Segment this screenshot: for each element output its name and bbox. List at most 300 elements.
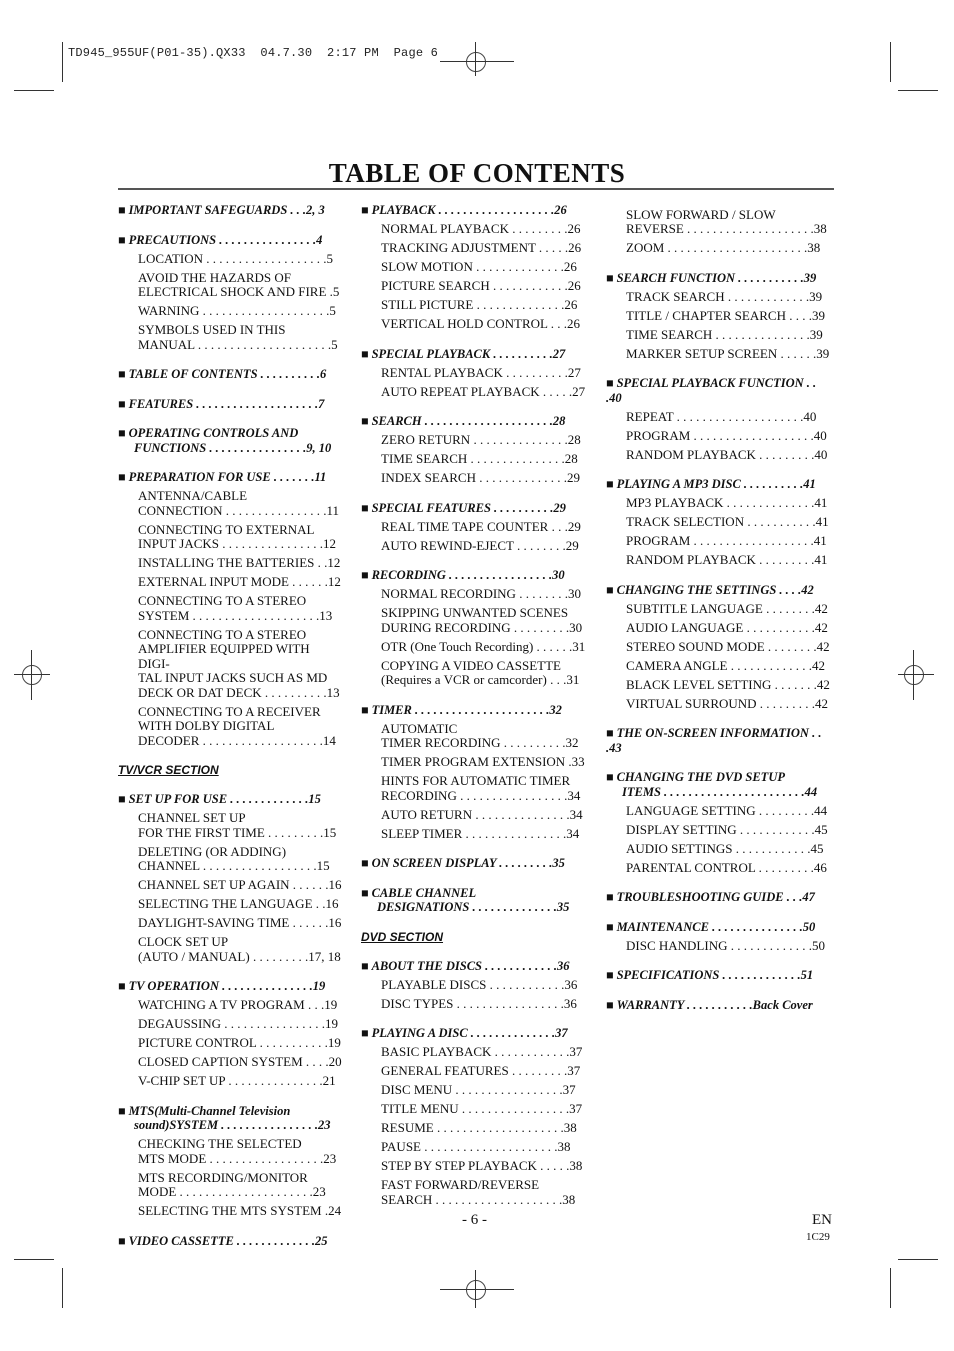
toc-item-line: TIMER RECORDING . . . . . . . . . .32 — [381, 735, 579, 750]
toc-item — [606, 290, 834, 305]
toc-section-line: CHANGING THE SETTINGS . . . .42 — [616, 582, 814, 597]
toc-item-line: AUTO REPEAT PLAYBACK . . . . .27 — [381, 383, 586, 399]
square-bullet-icon: ■ — [606, 582, 614, 597]
toc-item — [118, 916, 343, 931]
crop-mark-bottom-right-v — [890, 1268, 891, 1308]
toc-section-line: PLAYBACK . . . . . . . . . . . . . . . . . . .26 — [371, 203, 567, 217]
toc-item-line: DISC TYPES . . . . . . . . . . . . . . . . .36 — [381, 995, 577, 1011]
toc-item-line: RECORDING . . . . . . . . . . . . . . . . .34 — [381, 787, 581, 803]
toc-item-line: PROGRAM . . . . . . . . . . . . . . . . . . .40 — [626, 427, 827, 443]
toc-item — [118, 878, 343, 893]
toc-item-line: PICTURE SEARCH . . . . . . . . . . . .26 — [381, 278, 581, 293]
square-bullet-icon: ■ — [118, 232, 126, 247]
toc-section — [606, 890, 834, 905]
toc-item-line: ELECTRICAL SHOCK AND FIRE .5 — [138, 284, 340, 299]
toc-item — [606, 496, 834, 511]
toc-item-line: CLOCK SET UP — [138, 934, 229, 949]
toc-item — [361, 1064, 589, 1079]
toc-item-line: TITLE / CHAPTER SEARCH . . . .39 — [626, 307, 825, 323]
square-bullet-icon: ■ — [361, 702, 369, 717]
crop-mark-top-right-h — [898, 90, 938, 91]
toc-item-line: AMPLIFIER EQUIPPED WITH DIGI- — [138, 641, 310, 671]
toc-item-line: (AUTO / MANUAL) . . . . . . . . .17, 18 — [138, 948, 341, 964]
toc-item — [606, 553, 834, 568]
registration-mark-bottom — [466, 1280, 486, 1300]
toc-section — [361, 203, 589, 218]
square-bullet-icon: ■ — [118, 203, 126, 217]
toc-section-line: SEARCH . . . . . . . . . . . . . . . . . . . . .28 — [371, 414, 566, 428]
toc-section-line: SPECIAL PLAYBACK FUNCTION . . .40 — [606, 376, 817, 405]
square-bullet-icon: ■ — [361, 1026, 369, 1040]
toc-item-line: MARKER SETUP SCREEN . . . . . .39 — [626, 345, 830, 361]
toc-item-line: MANUAL . . . . . . . . . . . . . . . . . . . . .5 — [138, 336, 338, 352]
toc-section-line: SPECIFICATIONS . . . . . . . . . . . . .51 — [616, 968, 814, 982]
toc-item-line: WATCHING A TV PROGRAM . . .19 — [138, 997, 338, 1012]
toc-item-line: GENERAL FEATURES . . . . . . . . .37 — [381, 1063, 581, 1078]
toc-section-line: IMPORTANT SAFEGUARDS . . .2, 3 — [128, 203, 325, 217]
toc-item — [361, 1083, 589, 1098]
toc-section-line: FUNCTIONS . . . . . . . . . . . . . . . .9, 10 — [134, 440, 332, 455]
print-slug: TD945_955UF(P01-35).QX33 04.7.30 2:17 PM Page 6 — [68, 46, 439, 60]
toc-item-line: PAUSE . . . . . . . . . . . . . . . . . . . . .38 — [381, 1139, 571, 1154]
toc-section — [118, 426, 343, 455]
square-bullet-icon: ■ — [361, 346, 369, 361]
toc-item — [606, 347, 834, 362]
toc-item — [361, 260, 589, 275]
toc-section — [118, 367, 343, 382]
toc-section — [118, 1234, 343, 1249]
toc-column-2 — [361, 203, 589, 1207]
toc-item-line: SEARCH . . . . . . . . . . . . . . . . . . . .38 — [381, 1191, 576, 1207]
toc-item-line: STEP BY STEP PLAYBACK . . . . .38 — [381, 1158, 583, 1173]
square-bullet-icon: ■ — [606, 726, 614, 740]
square-bullet-icon: ■ — [606, 376, 614, 390]
toc-item — [361, 997, 589, 1012]
toc-item-line: REPEAT . . . . . . . . . . . . . . . . . . . .40 — [626, 408, 817, 424]
toc-item — [361, 452, 589, 467]
square-bullet-icon: ■ — [606, 968, 614, 982]
toc-item — [606, 602, 834, 617]
toc-item — [361, 520, 589, 535]
toc-item-line: AUTO RETURN . . . . . . . . . . . . . . .34 — [381, 806, 583, 822]
square-bullet-icon: ■ — [118, 1103, 126, 1118]
square-bullet-icon: ■ — [118, 1233, 126, 1248]
toc-section-line: SPECIAL PLAYBACK . . . . . . . . . .27 — [371, 346, 566, 361]
toc-section-line: TV OPERATION . . . . . . . . . . . . . . .19 — [128, 979, 326, 993]
toc-item-line: TRACK SELECTION . . . . . . . . . . .41 — [626, 514, 829, 529]
toc-item — [361, 606, 589, 635]
page-title: TABLE OF CONTENTS — [328, 158, 626, 188]
toc-item — [118, 594, 343, 623]
toc-section-line: ON SCREEN DISPLAY . . . . . . . . .35 — [371, 856, 565, 870]
toc-item-line: RENTAL PLAYBACK . . . . . . . . . .27 — [381, 364, 581, 380]
toc-item-line: RANDOM PLAYBACK . . . . . . . . .40 — [626, 446, 828, 462]
toc-item-line: TRACKING ADJUSTMENT . . . . .26 — [381, 240, 582, 255]
language-code: EN — [812, 1212, 832, 1228]
toc-item-line: CONNECTING TO EXTERNAL — [138, 521, 315, 537]
toc-item — [606, 640, 834, 655]
toc-item-line: SLOW MOTION . . . . . . . . . . . . . .26 — [381, 259, 577, 274]
crop-mark-top-left-h — [14, 90, 54, 91]
toc-item — [606, 328, 834, 343]
toc-item — [606, 621, 834, 636]
toc-item-line: MODE . . . . . . . . . . . . . . . . . . . . .23 — [138, 1184, 326, 1199]
registration-mark-bottom-h — [440, 1289, 514, 1290]
toc-item — [118, 304, 343, 319]
toc-item — [118, 271, 343, 300]
toc-item — [606, 697, 834, 712]
toc-item — [118, 1137, 343, 1166]
toc-item — [118, 1074, 343, 1089]
toc-item-line: SYSTEM . . . . . . . . . . . . . . . . . . . .13 — [138, 607, 333, 623]
toc-item-line: BASIC PLAYBACK . . . . . . . . . . . .37 — [381, 1044, 583, 1059]
toc-item-line: AUTO REWIND-EJECT . . . . . . . .29 — [381, 537, 579, 553]
square-bullet-icon: ■ — [118, 792, 126, 806]
toc-section — [118, 792, 343, 807]
toc-section-line: THE ON-SCREEN INFORMATION . . .43 — [606, 726, 822, 755]
toc-item-line: DISPLAY SETTING . . . . . . . . . . . .45 — [626, 821, 828, 837]
toc-item-line: LOCATION . . . . . . . . . . . . . . . . . . .5 — [138, 250, 333, 266]
toc-section — [361, 703, 589, 718]
toc-item — [361, 1159, 589, 1174]
toc-item-line: AVOID THE HAZARDS OF — [138, 269, 292, 285]
toc-section — [361, 501, 589, 516]
toc-item-line: CONNECTING TO A STEREO — [138, 626, 307, 642]
toc-item — [606, 842, 834, 857]
toc-item — [361, 366, 589, 381]
toc-item-line: AUDIO SETTINGS . . . . . . . . . . . .45 — [626, 840, 824, 856]
toc-item — [606, 208, 834, 237]
square-bullet-icon: ■ — [361, 958, 369, 973]
toc-column-3 — [606, 203, 834, 1012]
toc-item — [606, 309, 834, 324]
toc-item-line: INSTALLING THE BATTERIES . .12 — [138, 555, 341, 570]
toc-item-line: SLOW FORWARD / SLOW — [626, 206, 776, 222]
registration-mark-top — [466, 52, 486, 72]
toc-section-line: WARRANTY . . . . . . . . . . .Back Cover — [616, 997, 813, 1012]
toc-item-line: DAYLIGHT-SAVING TIME . . . . . .16 — [138, 915, 342, 930]
toc-section — [606, 920, 834, 935]
toc-item-line: NORMAL RECORDING . . . . . . . .30 — [381, 586, 581, 601]
toc-item-line: (Requires a VCR or camcorder) . . .31 — [381, 672, 580, 687]
crop-mark-bottom-left-v — [62, 1268, 63, 1308]
crop-mark-top-right-v — [890, 42, 891, 82]
toc-item-line: CONNECTION . . . . . . . . . . . . . . . .11 — [138, 502, 340, 518]
toc-item — [606, 410, 834, 425]
toc-item — [606, 861, 834, 876]
toc-section-line: ABOUT THE DISCS . . . . . . . . . . . .36 — [371, 958, 570, 973]
toc-section — [118, 470, 343, 485]
toc-section — [606, 770, 834, 799]
toc-item-line: STEREO SOUND MODE . . . . . . . .42 — [626, 638, 830, 654]
toc-item-line: VIRTUAL SURROUND . . . . . . . . .42 — [626, 695, 829, 711]
square-bullet-icon: ■ — [606, 477, 614, 491]
toc-section — [118, 1104, 343, 1133]
square-bullet-icon: ■ — [606, 770, 614, 784]
toc-item — [118, 1055, 343, 1070]
toc-section-line: FEATURES . . . . . . . . . . . . . . . . . . . .7 — [128, 396, 325, 411]
toc-section-line: OPERATING CONTROLS AND — [128, 426, 299, 440]
toc-item — [118, 1017, 343, 1032]
toc-section — [118, 233, 343, 248]
crop-mark-top-left-v — [62, 42, 63, 82]
toc-item — [118, 811, 343, 840]
toc-section — [361, 568, 589, 583]
registration-mark-right-h — [898, 674, 934, 675]
toc-section — [118, 979, 343, 994]
toc-item-line: PARENTAL CONTROL . . . . . . . . .46 — [626, 859, 827, 875]
toc-column-1 — [118, 203, 343, 1248]
toc-item-line: CHANNEL . . . . . . . . . . . . . . . . . .15 — [138, 858, 330, 873]
toc-item-line: DELETING (OR ADDING) — [138, 843, 287, 859]
toc-item — [118, 998, 343, 1013]
toc-section-line: SPECIAL FEATURES . . . . . . . . . .29 — [371, 500, 566, 515]
page-number: - 6 - — [462, 1212, 487, 1228]
toc-item — [361, 222, 589, 237]
toc-item-line: ANTENNA/CABLE — [138, 488, 248, 503]
toc-item-line: ZERO RETURN . . . . . . . . . . . . . . .28 — [381, 432, 581, 447]
square-bullet-icon: ■ — [361, 203, 369, 217]
toc-item — [361, 755, 589, 770]
toc-section-line: CABLE CHANNEL — [371, 885, 477, 900]
toc-item — [361, 640, 589, 655]
toc-item — [361, 385, 589, 400]
toc-section-line: ITEMS . . . . . . . . . . . . . . . . . . . . . . .44 — [622, 784, 818, 799]
title-rule — [118, 188, 834, 190]
toc-section — [361, 1026, 589, 1041]
toc-item-line: NORMAL PLAYBACK . . . . . . . . .26 — [381, 221, 581, 236]
toc-section-line: PREPARATION FOR USE . . . . . . .11 — [128, 470, 327, 484]
registration-mark-left — [22, 665, 42, 685]
toc-item-line: COPYING A VIDEO CASSETTE — [381, 657, 561, 673]
toc-item-line: PICTURE CONTROL . . . . . . . . . . .19 — [138, 1035, 341, 1050]
toc-item-line: DECK OR DAT DECK . . . . . . . . . .13 — [138, 684, 340, 700]
toc-section — [606, 726, 834, 755]
toc-item-line: TAL INPUT JACKS SUCH AS MD — [138, 670, 328, 685]
square-bullet-icon: ■ — [118, 470, 126, 484]
toc-item — [118, 705, 343, 749]
toc-item — [361, 1121, 589, 1136]
toc-section-line: PRECAUTIONS . . . . . . . . . . . . . . . .4 — [128, 232, 323, 247]
toc-item — [606, 241, 834, 256]
toc-item-line: FAST FORWARD/REVERSE — [381, 1177, 540, 1192]
registration-mark-right — [904, 665, 924, 685]
document-code: 1C29 — [806, 1231, 830, 1243]
toc-item — [361, 1140, 589, 1155]
square-bullet-icon: ■ — [361, 856, 369, 870]
toc-item-line: AUTOMATIC — [381, 720, 458, 736]
toc-item — [606, 804, 834, 819]
toc-section-line: sound)SYSTEM . . . . . . . . . . . . . . . .23 — [134, 1118, 331, 1132]
toc-item — [361, 539, 589, 554]
toc-item — [118, 556, 343, 571]
toc-item-line: REAL TIME TAPE COUNTER . . .29 — [381, 518, 581, 534]
square-bullet-icon: ■ — [606, 270, 614, 285]
toc-item-line: FOR THE FIRST TIME . . . . . . . . .15 — [138, 824, 337, 840]
toc-item-line: TIME SEARCH . . . . . . . . . . . . . . .39 — [626, 326, 823, 342]
toc-item-line: INPUT JACKS . . . . . . . . . . . . . . . .12 — [138, 536, 337, 551]
square-bullet-icon: ■ — [118, 979, 126, 993]
toc-item-line: CONNECTING TO A STEREO — [138, 593, 307, 608]
square-bullet-icon: ■ — [118, 396, 126, 411]
toc-section-line: MAINTENANCE . . . . . . . . . . . . . . .50 — [616, 919, 816, 934]
toc-item-line: PLAYABLE DISCS . . . . . . . . . . . .36 — [381, 976, 578, 992]
crop-mark-bottom-right-h — [898, 1259, 938, 1260]
toc-item-line: LANGUAGE SETTING . . . . . . . . .44 — [626, 802, 828, 818]
toc-item-line: CAMERA ANGLE . . . . . . . . . . . . .42 — [626, 657, 825, 673]
toc-item — [118, 628, 343, 701]
toc-item — [606, 534, 834, 549]
toc-item — [118, 845, 343, 874]
toc-item — [361, 279, 589, 294]
registration-mark-left-v — [31, 650, 32, 700]
registration-mark-left-h — [14, 674, 50, 675]
toc-section — [606, 998, 834, 1013]
toc-item-line: PROGRAM . . . . . . . . . . . . . . . . . . .41 — [626, 533, 827, 548]
toc-item-line: CHECKING THE SELECTED — [138, 1136, 302, 1151]
registration-mark-top-v — [475, 42, 476, 76]
toc-item-line: DISC MENU . . . . . . . . . . . . . . . . .37 — [381, 1082, 576, 1097]
square-bullet-icon: ■ — [118, 367, 126, 381]
toc-item-line: TRACK SEARCH . . . . . . . . . . . . .39 — [626, 288, 823, 304]
toc-item — [361, 722, 589, 751]
crop-mark-bottom-left-h — [14, 1259, 54, 1260]
square-bullet-icon: ■ — [361, 568, 369, 582]
toc-section — [606, 271, 834, 286]
toc-item — [361, 298, 589, 313]
toc-item — [361, 827, 589, 842]
toc-item — [118, 523, 343, 552]
toc-section — [361, 856, 589, 871]
section-header: DVD SECTION — [361, 929, 444, 944]
toc-item — [361, 774, 589, 803]
toc-item — [118, 252, 343, 267]
toc-item — [606, 678, 834, 693]
toc-item-line: WITH DOLBY DIGITAL — [138, 718, 275, 733]
toc-section — [361, 414, 589, 429]
registration-mark-top-h — [440, 61, 514, 62]
registration-mark-bottom-v — [475, 1270, 476, 1308]
toc-item-line: CONNECTING TO A RECEIVER — [138, 703, 321, 719]
toc-section-line: PLAYING A MP3 DISC . . . . . . . . . .41 — [616, 477, 816, 491]
toc-item — [118, 1171, 343, 1200]
toc-item — [361, 659, 589, 688]
toc-section-line: MTS(Multi-Channel Television — [128, 1103, 291, 1118]
toc-item-line: SKIPPING UNWANTED SCENES — [381, 605, 569, 620]
square-bullet-icon: ■ — [361, 500, 369, 515]
toc-item-line: BLACK LEVEL SETTING . . . . . . .42 — [626, 676, 830, 692]
toc-item-line: RANDOM PLAYBACK . . . . . . . . .41 — [626, 552, 828, 567]
toc-item-line: AUDIO LANGUAGE . . . . . . . . . . .42 — [626, 619, 828, 635]
toc-item — [361, 1045, 589, 1060]
toc-item-line: TIME SEARCH . . . . . . . . . . . . . . .28 — [381, 451, 578, 466]
toc-item — [118, 1036, 343, 1051]
toc-item — [361, 317, 589, 332]
toc-item — [118, 897, 343, 912]
toc-item — [361, 808, 589, 823]
toc-item-line: WARNING . . . . . . . . . . . . . . . . . . . .5 — [138, 303, 336, 318]
toc-section-line: TIMER . . . . . . . . . . . . . . . . . . . . . .32 — [371, 702, 562, 717]
toc-item — [118, 1204, 343, 1219]
toc-section-line: SET UP FOR USE . . . . . . . . . . . . .15 — [128, 792, 321, 806]
toc-item-line: VERTICAL HOLD CONTROL . . .26 — [381, 316, 581, 331]
toc-item — [361, 433, 589, 448]
toc-item-line: TITLE MENU . . . . . . . . . . . . . . . . .37 — [381, 1101, 583, 1116]
toc-item-line: HINTS FOR AUTOMATIC TIMER — [381, 773, 571, 788]
toc-section — [118, 397, 343, 412]
toc-item-line: SELECTING THE LANGUAGE . .16 — [138, 896, 339, 911]
square-bullet-icon: ■ — [361, 414, 369, 428]
toc-item-line: MTS RECORDING/MONITOR — [138, 1169, 308, 1185]
toc-item — [118, 489, 343, 518]
toc-item-line: DECODER . . . . . . . . . . . . . . . . . . .14 — [138, 732, 336, 748]
toc-item — [361, 1178, 589, 1207]
toc-item — [118, 575, 343, 590]
toc-item-line: DISC HANDLING . . . . . . . . . . . . .50 — [626, 937, 825, 953]
toc-section-line: RECORDING . . . . . . . . . . . . . . . . .30 — [371, 568, 565, 582]
toc-item-line: RESUME . . . . . . . . . . . . . . . . . . . .38 — [381, 1120, 577, 1135]
toc-section-line: VIDEO CASSETTE . . . . . . . . . . . . .25 — [128, 1233, 328, 1248]
toc-item-line: ZOOM . . . . . . . . . . . . . . . . . . . . . .38 — [626, 240, 821, 255]
toc-item-line: STILL PICTURE . . . . . . . . . . . . . .26 — [381, 297, 578, 312]
toc-item — [118, 935, 343, 964]
toc-item — [606, 515, 834, 530]
square-bullet-icon: ■ — [361, 885, 369, 900]
toc-item-line: SELECTING THE MTS SYSTEM .24 — [138, 1203, 342, 1218]
toc-section — [361, 347, 589, 362]
toc-item — [361, 1102, 589, 1117]
toc-item — [118, 323, 343, 352]
toc-section-line: DESIGNATIONS . . . . . . . . . . . . . .35 — [377, 900, 570, 914]
toc-section-line: TABLE OF CONTENTS . . . . . . . . . .6 — [128, 367, 327, 381]
toc-item — [361, 587, 589, 602]
toc-section-line: TROUBLESHOOTING GUIDE . . .47 — [616, 890, 815, 904]
toc-item — [361, 978, 589, 993]
toc-item — [361, 241, 589, 256]
toc-section — [361, 886, 589, 915]
square-bullet-icon: ■ — [118, 426, 126, 440]
toc-item-line: REVERSE . . . . . . . . . . . . . . . . . . . .38 — [626, 221, 827, 236]
toc-item-line: SYMBOLS USED IN THIS — [138, 322, 286, 337]
toc-section-line: PLAYING A DISC . . . . . . . . . . . . . .37 — [371, 1026, 568, 1040]
toc-item — [606, 429, 834, 444]
toc-item — [361, 471, 589, 486]
toc-item-line: INDEX SEARCH . . . . . . . . . . . . . .29 — [381, 470, 580, 485]
square-bullet-icon: ■ — [606, 997, 614, 1012]
toc-item-line: V-CHIP SET UP . . . . . . . . . . . . . . .21 — [138, 1073, 336, 1088]
toc-item-line: SUBTITLE LANGUAGE . . . . . . . .42 — [626, 600, 828, 616]
square-bullet-icon: ■ — [606, 919, 614, 934]
toc-section — [361, 959, 589, 974]
toc-item-line: SLEEP TIMER . . . . . . . . . . . . . . . .34 — [381, 825, 580, 841]
toc-item — [606, 659, 834, 674]
toc-section — [606, 968, 834, 983]
toc-item-line: MP3 PLAYBACK . . . . . . . . . . . . . .41 — [626, 495, 828, 510]
toc-item-line: CLOSED CAPTION SYSTEM . . . .20 — [138, 1054, 342, 1069]
toc-section — [606, 583, 834, 598]
toc-section-line: SEARCH FUNCTION . . . . . . . . . . .39 — [616, 270, 817, 285]
toc-section — [118, 203, 343, 218]
toc-section-line: CHANGING THE DVD SETUP — [616, 770, 785, 784]
toc-item-line: CHANNEL SET UP — [138, 810, 246, 825]
toc-item — [606, 823, 834, 838]
toc-item-line: OTR (One Touch Recording) . . . . . .31 — [381, 638, 586, 654]
toc-item-line: MTS MODE . . . . . . . . . . . . . . . . . .23 — [138, 1150, 337, 1166]
toc-item-line: EXTERNAL INPUT MODE . . . . . .12 — [138, 574, 341, 589]
section-header: TV/VCR SECTION — [118, 763, 219, 777]
toc-section — [606, 477, 834, 492]
toc-section — [606, 376, 834, 405]
